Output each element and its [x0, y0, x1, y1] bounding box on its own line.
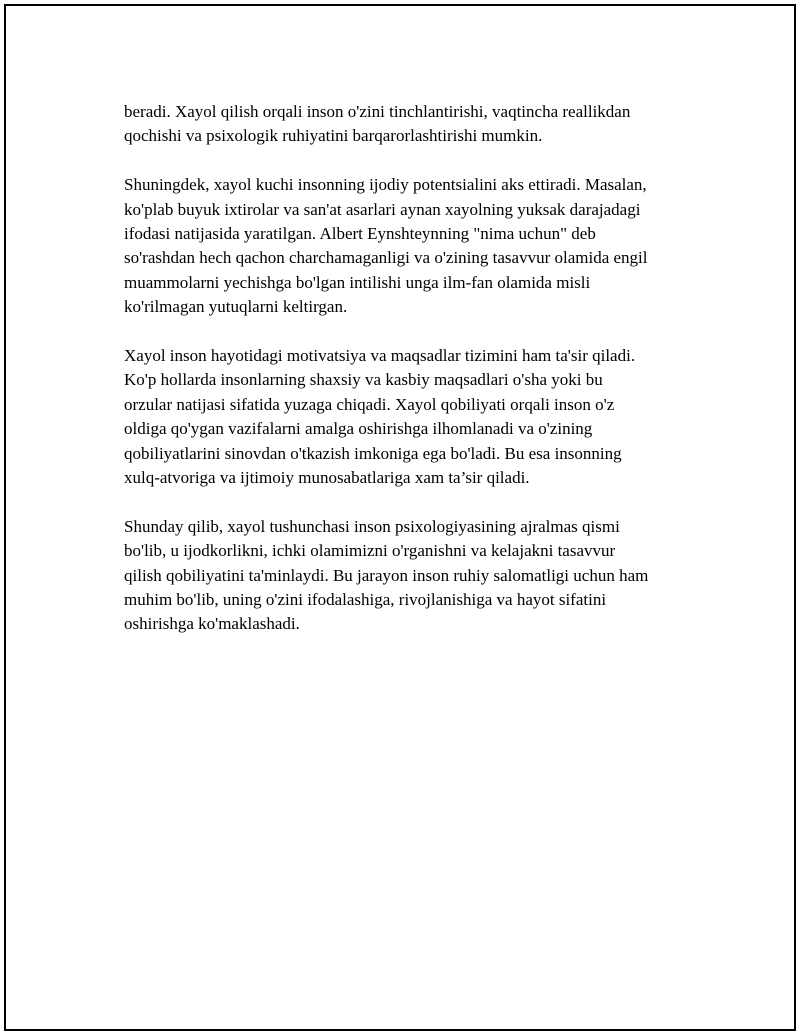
paragraph-3: Xayol inson hayotidagi motivatsiya va maqsadlar tizimini ham ta'sir qiladi. Ko'p hollarda insonlarning shaxsiy va kasbiy maqsadlari o'sha yoki bu orzular natijasi sifatida yuzaga chiqadi. Xayol qobiliyati orqali inson o'z oldiga qo'ygan vazifalarni amalga oshirishga ilhomlanadi va o'zining qobiliyatlarini sinovdan o'tkazish imkoniga ega bo'ladi. Bu esa insonning xulq-atvoriga va ijtimoiy munosabatlariga xam ta’sir qiladi. [124, 346, 636, 488]
document-body [124, 100, 694, 661]
paragraph-4: Shunday qilib, xayol tushunchasi inson psixologiyasining ajralmas qismi bo'lib, u ijodkorlikni, ichki olamimizni o'rganishni va kelajakni tasavvur qilish qobiliyatini ta'minlaydi. Bu jarayon inson ruhiy salomatligi uchun ham muhim bo'lib, uning o'zini ifodalashiga, rivojlanishiga va hayot sifatini oshirishga ko'maklashadi. [124, 516, 649, 634]
paragraph-2: Shuningdek, xayol kuchi insonning ijodiy potentsialini aks ettiradi. Masalan, ko'plab buyuk ixtirolar va san'at asarlari aynan xayolning yuksak darajadagi ifodasi natijasida yaratilgan. Albert Eynshteynning "nima uchun" deb so'rashdan hech qachon charchamaganligi va o'zining tasavvur olamida engil muammolarni yechishga bo'lgan intilishi unga ilm-fan olamida misli ko'rilmagan yutuqlarni keltirgan. [124, 175, 648, 317]
page-frame [4, 4, 796, 1031]
paragraph-1: beradi. Xayol qilish orqali inson o'zini tinchlantirishi, vaqtincha reallikdan qochishi va psixologik ruhiyatini barqarorlashtirishi mumkin. [124, 102, 631, 146]
